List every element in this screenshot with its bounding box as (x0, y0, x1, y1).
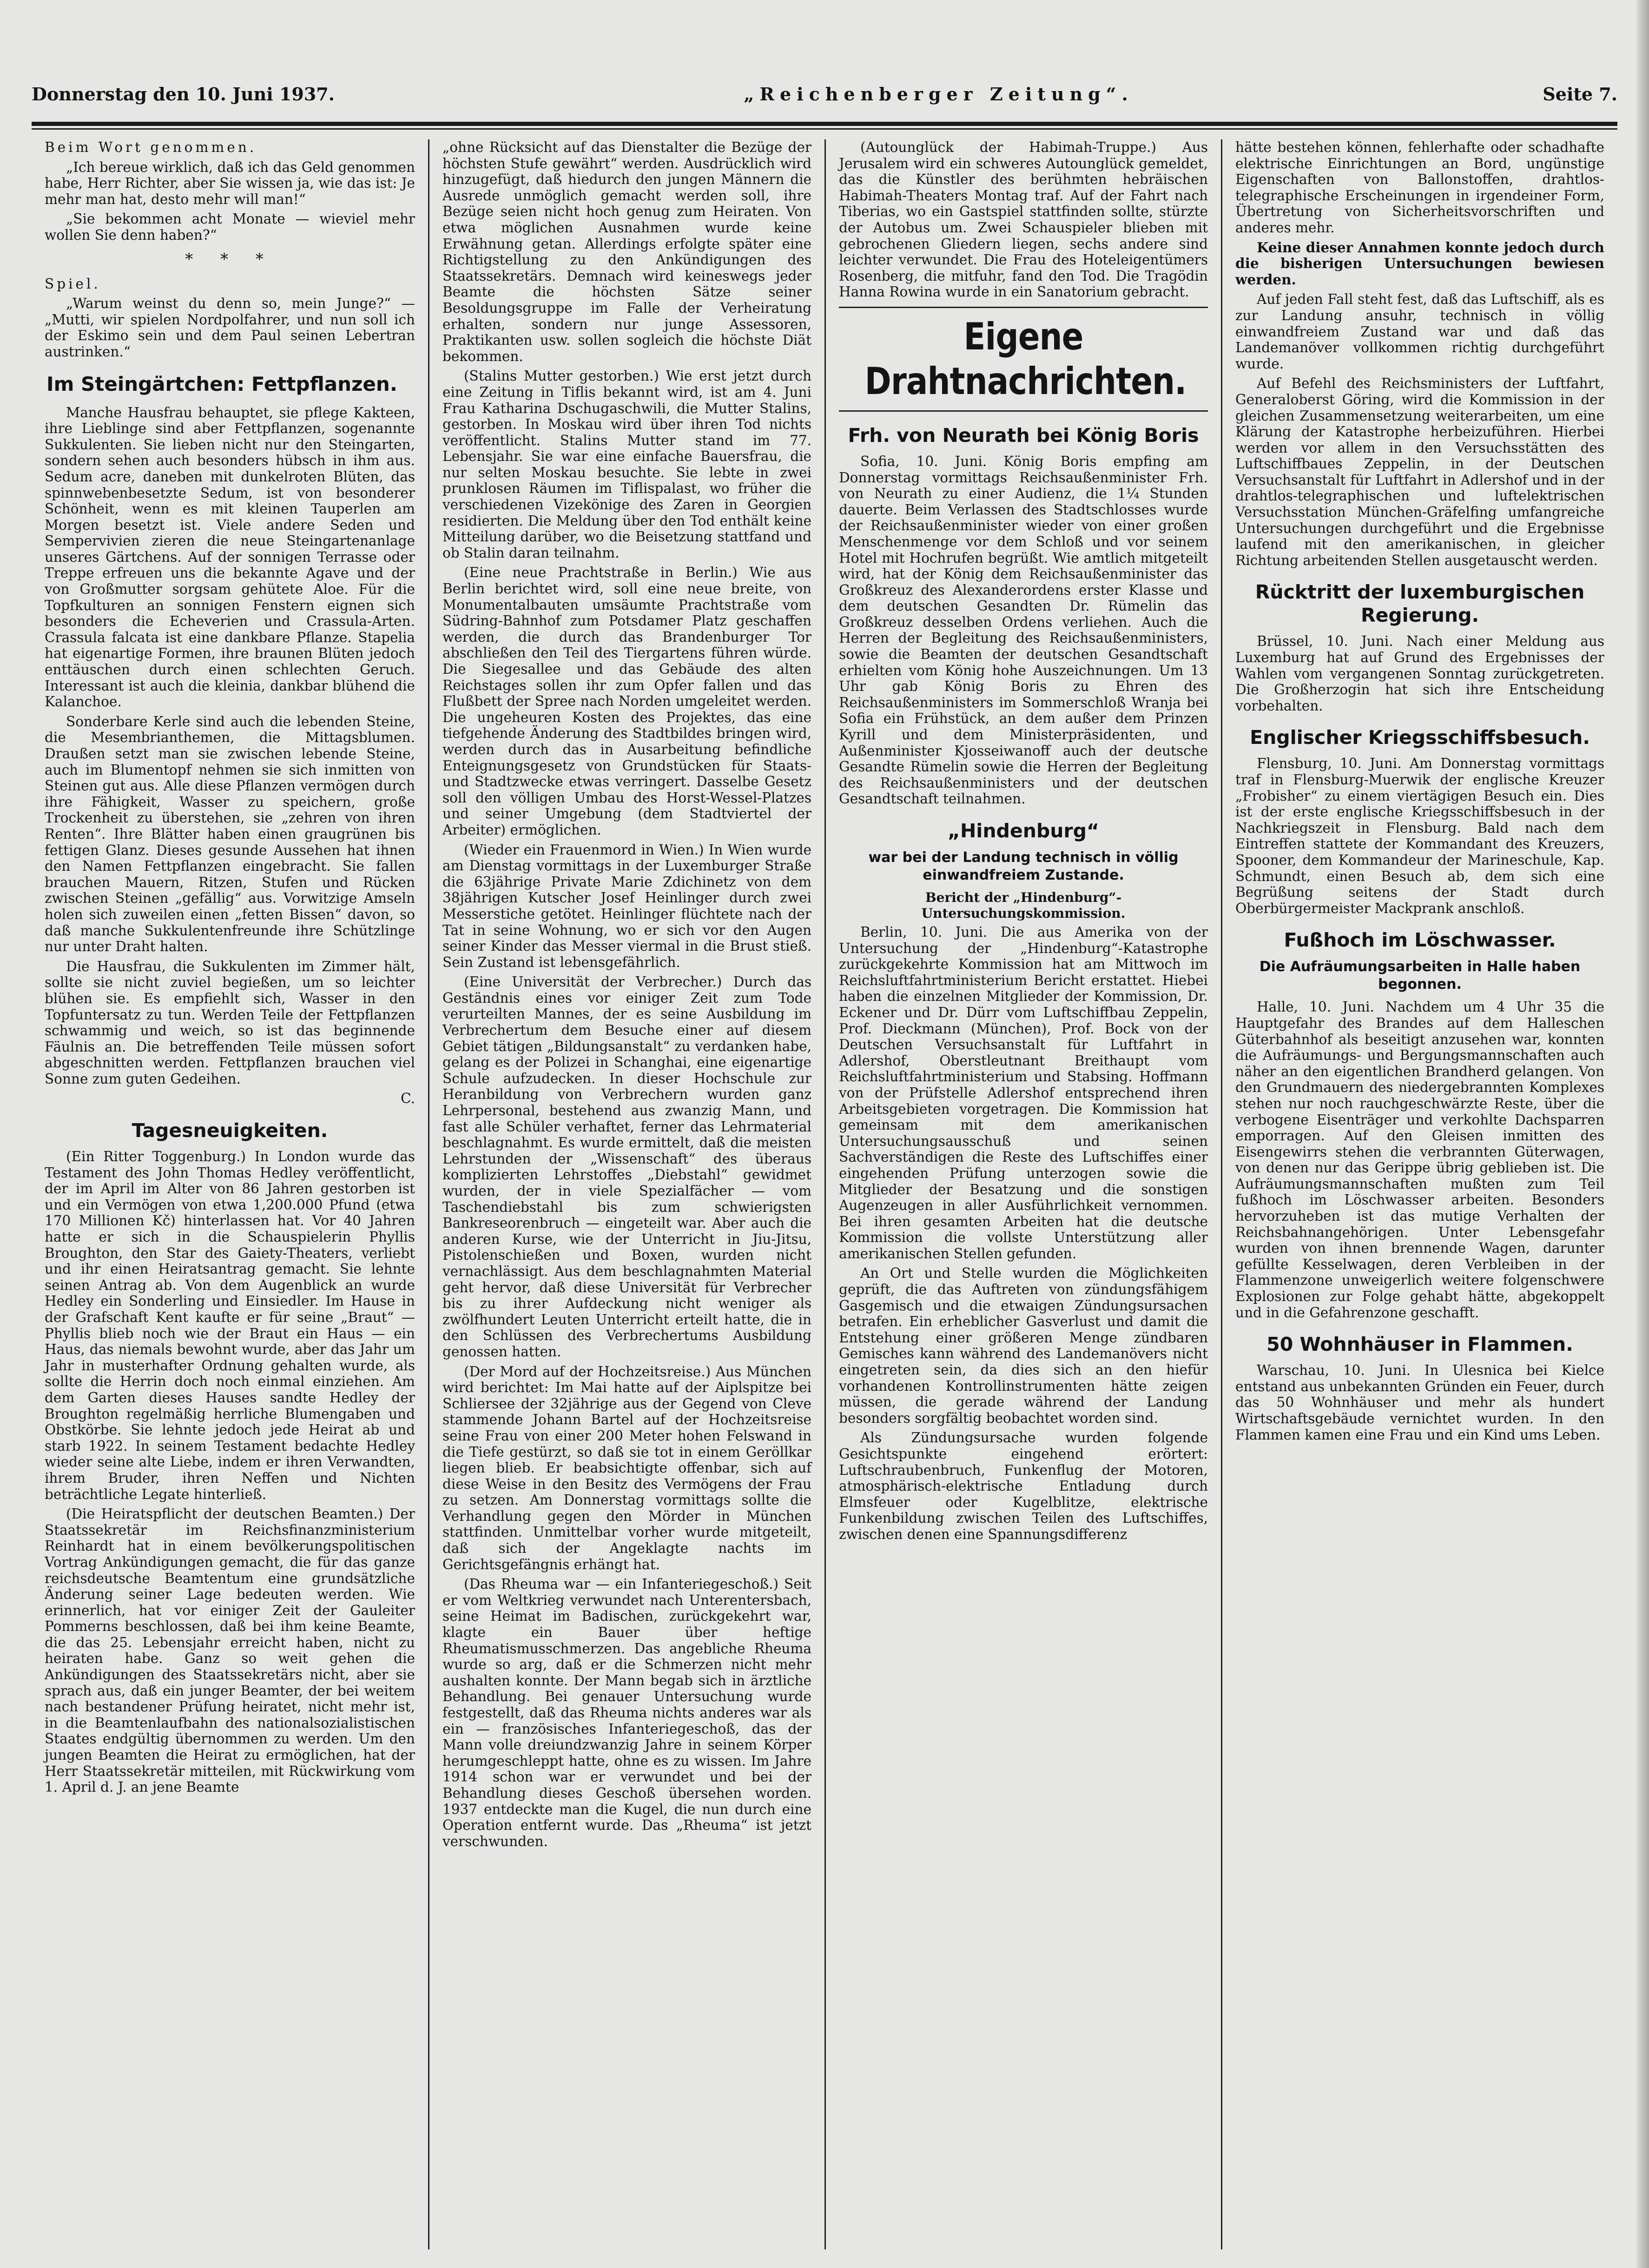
header-page-number: Seite 7. (1543, 84, 1617, 105)
article-headline: „Hindenburg“ (948, 820, 1099, 842)
article-paragraph: Berlin, 10. Juni. Die aus Amerika von der Untersuchung der „Hindenburg“-Katastrophe zurückgekehrte Kommission hat am Mittwoch im Reichsluftfahrtministerium Bericht erstattet. Hiebei haben die einzelnen Mitglieder der Kommission, Dr. Eckener und Dr. Dürr vom Luftschiffbau Zeppelin, Prof. Dieckmann (München), Prof. Bock von der Deutschen Versuchsanstalt für Luftfahrt in Adlershof, Oberstleutnant Breithaupt vom Reichsluftfahrtministerium und Stabsing. Hoffmann von der Prüfstelle Adlershof entsprechend ihren Arbeitsgebieten vorgetragen. Die Kommission hat gemeinsam mit dem amerikanischen Untersuchungsausschuß und seinen Sachverständigen die Reste des Luftschiffes einer eingehenden Prüfung unterzogen sowie die Mitglieder der Besatzung und die sonstigen Augenzeugen in aller Ausführlichkeit vernommen. Bei ihren gesamten Arbeiten hat die deutsche Kommission die vollste Unterstützung aller amerikanischen Stellen gefunden. (839, 924, 1208, 1262)
article-subheadline: Bericht der „Hindenburg“-Untersuchungskommission. (921, 890, 1126, 921)
article-paragraph: „Ich bereue wirklich, daß ich das Geld genommen habe, Herr Richter, aber Sie wissen ja, wie das ist: Je mehr man hat, desto mehr will man!“ (45, 159, 415, 207)
article-paragraph: „ohne Rücksicht auf das Dienstalter die Bezüge der höchsten Stufe gewährt“ werden. Ausdrücklich wird hinzugefügt, daß hiedurch den jungen Männern die Ausrede unmöglich gemacht werden soll, ihre Bezüge seien nicht hoch genug zum Heiraten. Von etwa möglichen Ausnahmen wurde keine Erwähnung getan. Allerdings erfolgte später eine Richtigstellung zu den Ankündigungen des Staatssekretärs. Demnach wird keineswegs jeder Beamte die höchsten Sätze seiner Besoldungsgruppe im Falle der Verheiratung erhalten, sondern nur junge Assessoren, Praktikanten usw. sollen sogleich die höchste Diät bekommen. (442, 139, 811, 364)
article-paragraph: Warschau, 10. Juni. In Ulesnica bei Kielce entstand aus unbekannten Gründen ein Feuer, durch das 50 Wohnhäuser und mehr als hundert Wirtschaftsgebäude vernichtet wurden. In den Flammen kamen eine Frau und ein Kind ums Leben. (1235, 1362, 1604, 1443)
article-paragraph: Auf jeden Fall steht fest, daß das Luftschiff, als es zur Landung ansuhr, technisch in völlig einwandfreiem Zustand war und daß das Landemanöver vollkommen richtig durchgeführt wurde. (1235, 291, 1604, 372)
article-headline: Frh. von Neurath bei König Boris (848, 424, 1199, 447)
article-subheadline: Die Aufräumungsarbeiten in Halle haben begonnen. (1259, 959, 1581, 993)
article-title: Spiel. (45, 276, 101, 292)
article-paragraph: (Autounglück der Habimah-Truppe.) Aus Jerusalem wird ein schweres Autounglück gemeldet, das die Künstler des berühmten hebräischen Habimah-Theaters Montag traf. Auf der Fahrt nach Tiberias, wo ein Gastspiel stattfinden sollte, stürzte der Autobus um. Zwei Schauspieler blieben mit gebrochenen Gliedern liegen, sechs andere sind leichter verwundet. Die Frau des Hoteleigentümers Rosenberg, die mitfuhr, fand den Tod. Die Tragödin Hanna Rowina wurde in ein Sanatorium gebracht. (839, 139, 1208, 300)
article-paragraph: (Das Rheuma war — ein Infanteriegeschoß.) Seit er vom Weltkrieg verwundet nach Unterentersbach, seine Heimat im Badischen, zurückgekehrt war, klagte ein Bauer über heftige Rheumatismusschmerzen. Das angebliche Rheuma wurde so arg, daß er die Schmerzen nicht mehr aushalten konnte. Der Mann begab sich in ärztliche Behandlung. Bei genauer Untersuchung wurde festgestellt, daß das Rheuma nichts anderes war als ein — französisches Infanteriegeschoß, das der Mann volle dreiundzwanzig Jahre in seinem Körper herumgeschleppt hatte, ohne es zu wissen. Im Jahre 1914 schon war er verwundet und bei der Behandlung dieses Geschoß übersehen worden. 1937 entdeckte man die Kugel, die nun durch eine Operation entfernt wurde. Das „Rheuma“ ist jetzt verschwunden. (442, 1576, 811, 1849)
header-rule (32, 122, 1617, 126)
article-paragraph: An Ort und Stelle wurden die Möglichkeiten geprüft, die das Auftreten von zündungsfähigem Gasgemisch und die etwaigen Zündungsursachen betrafen. Ein erheblicher Gasverlust und damit die Entstehung einer größeren Menge zündbaren Gemisches kann während des Landemanövers nicht eingetreten sein, da dies sich an den hiefür vorhandenen Kontrollinstrumenten hätte zeigen müssen, die gerade während der Landung besonders sorgfältig beobachtet worden sind. (839, 1265, 1208, 1426)
article-headline: Im Steingärtchen: Fettpflanzen. (46, 372, 397, 395)
article-paragraph: (Stalins Mutter gestorben.) Wie erst jetzt durch eine Zeitung in Tiflis bekannt wird, ist am 4. Juni Frau Katharina Dschugaschwili, die Mutter Stalins, gestorben. In Moskau wird über ihren Tod nichts veröffentlicht. Stalins Mutter stand im 77. Lebensjahr. Sie war eine einfache Bauersfrau, die nur selten Moskau besuchte. Sie lebte in zwei prunklosen Räumen im Tiflispalast, wo früher die verschiedenen Vizekönige des Zaren in Georgien residierten. Die Meldung über den Tod enthält keine Mitteilung darüber, wo die Beisetzung stattfand und ob Stalin daran teilnahm. (442, 368, 811, 561)
section-title-drahtnachrichten: Eigene Drahtnachrichten. (864, 315, 1187, 403)
article-headline: 50 Wohnhäuser in Flammen. (1266, 1333, 1573, 1356)
article-title: Beim Wort genommen. (45, 139, 257, 155)
scan-edge-shadow (1637, 0, 1649, 2268)
article-paragraph: Manche Hausfrau behauptet, sie pflege Kakteen, ihre Lieblinge sind aber Fettpflanzen, sogenannte Sukkulenten. Sie lieben nicht nur den Steingarten, sondern sehen auch besonders hübsch in ihm aus. Sedum acre, daneben mit dunkelroten Blüten, das spinnwebenbesetzte Sedum, ist von besonderer Schönheit, wenn es mit kleinen Tauperlen am Morgen besetzt ist. Viele andere Seden und Sempervivien zieren die neue Steingartenanlage unseres Gärtchens. Auf der sonnigen Terrasse oder Treppe erfreuen uns die bekannte Agave und der von Großmutter sorgsam gehütete Aloe. Für die Topfkulturen an sonnigen Fenstern eignen sich besonders die Echeverien und Crassula-Arten. Crassula falcata ist eine dankbare Pflanze. Stapelia hat eigenartige Formen, ihre braunen Blüten jedoch enttäuschen durch einen schlechten Geruch. Interessant ist auch die kleinia, dankbar blühend die Kalanchoe. (45, 404, 415, 710)
page-header (32, 84, 1617, 105)
divider (839, 307, 1208, 308)
column-4 (1221, 139, 1617, 2249)
article-paragraph: (Ein Ritter Toggenburg.) In London wurde das Testament des John Thomas Hedley veröffentlicht, der im April im Alter von 86 Jahren gestorben ist und ein Vermögen von etwa 1,200.000 Pfund (etwa 170 Millionen Kč) hinterlassen hat. Vor 40 Jahren hatte er sich in die Schauspielerin Phyllis Broughton, den Star des Gaiety-Theaters, verliebt und ihr einen Heiratsantrag gemacht. Sie lehnte seinen Antrag ab. Von dem Augenblick an wurde Hedley ein Sonderling und Einsiedler. Im Hause in der Grafschaft Kent kaufte er für seine „Braut“ — Phyllis blieb noch wie der Braut ein Haus — ein Haus, das niemals bewohnt wurde, aber das Jahr um Jahr in musterhafter Ordnung gehalten wurde, als sollte die Herrin doch noch einmal einziehen. Am dem Garten dieses Hauses sandte Hedley der Broughton regelmäßig herrliche Blumengaben und Obstkörbe. Sie lehnte jedoch jede Heirat ab und starb 1922. In seinem Testament bedachte Hedley wieder seine alte Liebe, indem er ihren Verwandten, ihrem Bruder, ihren Neffen und Nichten beträchtliche Legate hinterließ. (45, 1149, 415, 1502)
separator-stars: * * * (185, 250, 275, 269)
header-date: Donnerstag den 10. Juni 1937. (32, 84, 335, 105)
article-headline: Englischer Kriegsschiffsbesuch. (1250, 726, 1590, 749)
article-paragraph: Als Zündungsursache wurden folgende Gesichtspunkte eingehend erörtert: Luftschraubenbruch, Funkenflug der Motoren, atmosphärisch-elektrische Entladung durch Elmsfeuer oder Kugelblitze, elektrische Funkenbildung zwischen Teilen des Luftschiffes, zwischen denen eine Spannungsdifferenz (839, 1430, 1208, 1542)
article-paragraph: Flensburg, 10. Juni. Am Donnerstag vormittags traf in Flensburg-Muerwik der englische Kreuzer „Frobisher“ zu einem viertägigen Besuch ein. Dies ist der erste englische Kriegsschiffsbesuch in der Nachkriegszeit in Flensburg. Bald nach dem Eintreffen stattete der Kommandant des Kreuzers, Spooner, dem Kommandeur der Marineschule, Kap. Schmundt, einen Besuch ab, dem sich eine Begrüßung seitens der Stadt durch Oberbürgermeister Mackprank anschloß. (1235, 756, 1604, 916)
section-headline: Tagesneuigkeiten. (132, 1119, 328, 1142)
article-paragraph: (Eine neue Prachtstraße in Berlin.) Wie aus Berlin berichtet wird, soll eine neue breite, von Monumentalbauten umsäumte Prachtstraße vom Südring-Bahnhof zum Potsdamer Platz geschaffen werden, die durch das Brandenburger Tor abschließen den Teil des Tiergartens führen würde. Die Siegesallee und das Gebäude des alten Reichstages sollen ihr zum Opfer fallen und das Flußbett der Spree nach Norden umgeleitet werden. Die ungeheuren Kosten des Projektes, das eine tiefgehende Änderung des Stadtbildes bringen wird, werden durch das in Ausarbeitung befindliche Enteignungsgesetz von Grundstücken für Staats- und Stadtzwecke etwas verringert. Dasselbe Gesetz soll den völligen Umbau des Horst-Wessel-Platzes und seiner Umgebung (dem Stadtviertel der Arbeiter) ermöglichen. (442, 565, 811, 838)
header-rule-thin (32, 128, 1617, 130)
article-paragraph: Brüssel, 10. Juni. Nach einer Meldung aus Luxemburg hat auf Grund des Ergebnisses der Wahlen vom vergangenen Sonntag zurückgetreten. Die Großherzogin hat sich ihre Entscheidung vorbehalten. (1235, 633, 1604, 714)
column-3 (824, 139, 1221, 2249)
divider (839, 410, 1208, 412)
article-paragraph: Die Hausfrau, die Sukkulenten im Zimmer hält, sollte sie nicht zuviel begießen, um so leichter blühen sie. Es empfiehlt sich, Wasser in den Topfuntersatz zu tun. Werden Teile der Fettpflanzen schwammig und weich, so ist das beginnende Fäulnis an. Die betreffenden Teile müssen sofort abgeschnitten werden. Fettpflanzen brauchen viel Sonne zum guten Gedeihen. (45, 958, 415, 1087)
article-signature: C. (401, 1091, 415, 1107)
article-paragraph: (Eine Universität der Verbrecher.) Durch das Geständnis eines vor einiger Zeit zum Tode verurteilten Mannes, der es seine Ausbildung im Verbrechertum dem Besuche einer auf diesem Gebiet tätigen „Bildungsanstalt“ zu verdanken habe, gelang es der Polizei in Schanghai, eine eigenartige Schule aufzudecken. In dieser Hochschule zur Heranbildung von Verbrechern wurden ganz Lehrpersonal, bestehend aus zwanzig Mann, und fast alle Schüler verhaftet, ferner das Lehrmaterial beschlagnahmt. Es wurde ermittelt, daß die meisten Lehrstunden der „Wissenschaft“ des überaus komplizierten Lehrstoffes „Diebstahl“ gewidmet wurden, der in viele Spezialfächer — vom Taschendiebstahl bis zum schwierigsten Bankreseorenbruch — eingeteilt war. Aber auch die anderen Kurse, wie der Unterricht in Jiu-Jitsu, Pistolenschießen und Boxen, wurden nicht vernachlässigt. Aus dem beschlagnahmten Material geht hervor, daß diese Universität für Verbrecher bis zu ihrer Aufdeckung nicht weniger als zwölfhundert Leuten Unterricht erteilt hatte, die in den Schlüssen des Verbrechertums Ausbildung genossen hatten. (442, 974, 811, 1360)
article-paragraph: Keine dieser Annahmen konnte jedoch durch die bisherigen Untersuchungen bewiesen werden. (1235, 239, 1604, 288)
article-paragraph: Sofia, 10. Juni. König Boris empfing am Donnerstag vormittags Reichsaußenminister Frh. von Neurath zu einer Audienz, die 1¼ Stunden dauerte. Beim Verlassen des Stadtschlosses wurde der Reichsaußenminister wieder von einer großen Menschenmenge vor dem Schloß und vor seinem Hotel mit Hochrufen begrüßt. Wie amtlich mitgeteilt wird, hat der König dem Reichsaußenminister das Großkreuz des Alexanderordens erster Klasse und dem deutschen Gesandten Dr. Rümelin das Großkreuz desselben Ordens verliehen. Auch die Herren der Begleitung des Reichsaußenministers, sowie die Beamten der deutschen Gesandtschaft erhielten vom König hohe Auszeichnungen. Um 13 Uhr gab König Boris zu Ehren des Reichsaußenministers im Sommerschloß Wranja bei Sofia ein Frühstück, an dem außer dem Prinzen Kyrill und dem Ministerpräsidenten, und Außenminister Kjosseiwanoff auch der deutsche Gesandte Rümelin sowie die Herren der Begleitung des Reichsaußenministers und der deutschen Gesandtschaft teilnahmen. (839, 453, 1208, 807)
article-paragraph: hätte bestehen können, fehlerhafte oder schadhafte elektrische Einrichtungen an Bord, ungünstige Eigenschaften von Ballonstoffen, drahtlos-telegraphische Erscheinungen in irgendeiner Form, Übertretung von Sicherheitsvorschriften und anderes mehr. (1235, 139, 1604, 236)
article-paragraph: „Sie bekommen acht Monate — wieviel mehr wollen Sie denn haben?“ (45, 211, 415, 243)
article-paragraph: (Die Heiratspflicht der deutschen Beamten.) Der Staatssekretär im Reichsfinanzministerium Reinhardt hat in einem bevölkerungspolitischen Vortrag Ankündigungen gemacht, die für das ganze reichsdeutsche Beamtentum eine grundsätzliche Änderung seiner Lage bedeuten werden. Wie erinnerlich, hat vor einiger Zeit der Gauleiter Pommerns beschlossen, daß bei ihm keine Beamte, die das 25. Lebensjahr erreicht haben, nicht zu heiraten habe. Ganz so weit gehen die Ankündigungen des Staatssekretärs nicht, aber sie sprach aus, daß ein junger Beamter, der bei weitem nach bestandener Prüfung heiratet, nicht mehr ist, in die Beamtenlaufbahn des nationalsozialistischen Staates endgültig übernommen zu werden. Um den jungen Beamten die Heirat zu ermöglichen, hat der Herr Staatssekretär mitteilen, mit Rückwirkung vom 1. April d. J. an jene Beamte (45, 1506, 415, 1795)
column-1 (32, 139, 428, 2249)
header-masthead: „Reichenberger Zeitung“. (744, 84, 1134, 105)
article-paragraph: „Warum weinst du denn so, mein Junge?“ — „Mutti, wir spielen Nordpolfahrer, und nun soll ich der Eskimo sein und dem Paul seinen Lebertran austrinken.“ (45, 296, 415, 360)
article-paragraph: Halle, 10. Juni. Nachdem um 4 Uhr 35 die Hauptgefahr des Brandes auf dem Halleschen Güterbahnhof als beseitigt anzusehen war, konnten die Aufräumungs- und Bergungsmannschaften auch näher an den eigentlichen Brandherd gelangen. Von den Grundmauern des niedergebrannten Komplexes stehen nur noch rauchgeschwärzte Reste, über die verbogene Eisenträger und verkohlte Dachsparren emporragen. Auf den Gleisen inmitten des Eisengewirrs stehen die verbrannten Güterwagen, von denen nur das Gerippe übrig geblieben ist. Die Aufräumungsmannschaften mußten zum Teil fußhoch im Löschwasser arbeiten. Besonders hervorzuheben ist das mutige Verhalten der Reichsbahnangehörigen. Unter Lebensgefahr wurden von ihnen brennende Wagen, darunter gefüllte Kesselwagen, deren Verbleiben in der Flammenzone unweigerlich weitere folgenschwere Explosionen zur Folge gehabt hätte, abgekoppelt und in die Gefahrenzone geschafft. (1235, 999, 1604, 1321)
article-paragraph: Sonderbare Kerle sind auch die lebenden Steine, die Mesembrianthemen, die Mittagsblumen. Draußen setzt man sie zwischen lebende Steine, auch im Blumentopf nehmen sie sich inmitten von Steinen gut aus. Alle diese Pflanzen vermögen durch ihre Fähigkeit, Wasser zu speichern, große Trockenheit zu überstehen, sie „zehren von ihren Renten“. Ihre Blätter haben einen graugrünen bis fettigen Glanz. Dieses gesunde Aussehen hat ihnen den Namen Fettpflanzen eingebracht. Sie fallen brauchen Mauern, Ritzen, Stufen und Rücken zwischen Steinen „gefällig“ aus. Vorwitzige Amseln holen sich zuweilen einen „fetten Bissen“ davon, so daß manche Sukkulentenfreunde ihre Schützlinge nur unter Draht halten. (45, 713, 415, 955)
article-paragraph: (Wieder ein Frauenmord in Wien.) In Wien wurde am Dienstag vormittags in der Luxemburger Straße die 63jährige Private Marie Zdichinetz von dem 38jährigen Kutscher Josef Heinlinger durch zwei Messerstiche getötet. Heinlinger flüchtete nach der Tat in seine Wohnung, wo er sich vor den Augen seiner Kinder das Messer viermal in die Brust stieß. Sein Zustand ist lebensgefährlich. (442, 841, 811, 970)
article-headline: Rücktritt der luxemburgischen Regierung. (1255, 581, 1585, 627)
columns (32, 139, 1617, 2249)
column-2 (428, 139, 824, 2249)
article-subheadline: war bei der Landung technisch in völlig einwandfreiem Zustande. (868, 849, 1179, 883)
article-headline: Fußhoch im Löschwasser. (1284, 929, 1556, 952)
article-paragraph: Auf Befehl des Reichsministers der Luftfahrt, Generaloberst Göring, wird die Kommission in der gleichen Zusammensetzung weiterarbeiten, um eine Klärung der Katastrophe herbeizuführen. Hierbei werden vor allem in den Versuchsstätten des Luftschiffbaues Zeppelin, in der Deutschen Versuchsanstalt für Luftfahrt in Adlershof und in der drahtlos-telegraphischen und luftelektrischen Versuchsstation München-Gräfelfing umfangreiche Untersuchungen durchgeführt und die Ergebnisse laufend mit den amerikanischen, in gleicher Richtung arbeitenden Stellen ausgetauscht werden. (1235, 375, 1604, 568)
article-paragraph: (Der Mord auf der Hochzeitsreise.) Aus München wird berichtet: Im Mai hatte auf der Aiplspitze bei Schliersee der 32jährige aus der Gegend von Cleve stammende Johann Bartel auf der Hochzeitsreise seine Frau von einer 200 Meter hohen Felswand in die Tiefe gestürzt, so daß sie tot in einem Geröllkar liegen blieb. Er beabsichtigte offenbar, sich auf diese Weise in den Besitz des Vermögens der Frau zu setzen. Am Donnerstag vormittags sollte die Verhandlung gegen den Mörder in München stattfinden. Unmittelbar vorher wurde mitgeteilt, daß sich der Angeklagte nachts im Gerichtsgefängnis erhängt hat. (442, 1363, 811, 1572)
